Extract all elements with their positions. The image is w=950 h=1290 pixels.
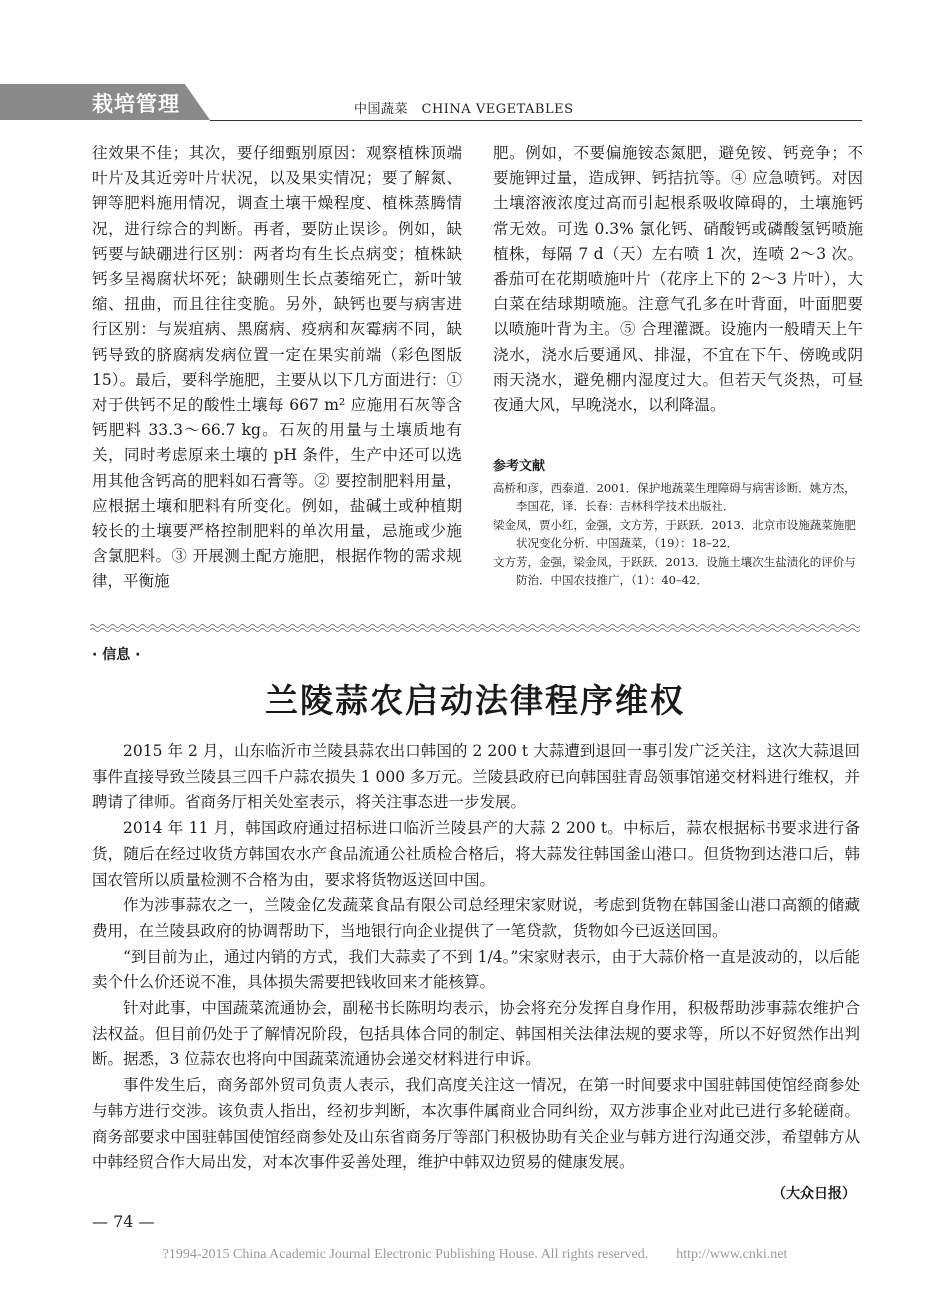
page-number: — 74 —: [92, 1212, 155, 1231]
article-left-text: 往效果不佳；其次，要仔细甄别原因：观察植株顶端叶片及其近旁叶片状况，以及果实情况；要了解氮、钾等肥料施用情况，调查土壤干燥程度、植株蒸腾情况，进行综合的判断。再者，要防止误诊。例如，缺钙要与缺硼进行区别：两者均有生长点病变；植株缺钙多呈褐腐状坏死；缺硼则生长点萎缩死亡，新叶皱缩、扭曲，而且往往变脆。另外，缺钙也要与病害进行区别：与炭疽病、黑腐病、疫病和灰霉病不同，缺钙导致的脐腐病发病位置一定在果实前端（彩色图版 15）。最后，要科学施肥，主要从以下几方面进行：① 对于供钙不足的酸性土壤每 667 m² 应施用石灰等含钙肥料 33.3～66.7 kg。石灰的用量与土壤质地有关，同时考虑原来土壤的 pH 条件，生产中还可以选用其他含钙高的肥料如石膏等。② 要控制肥料用量，应根据土壤和肥料有所变化。例如，盐碱土或种植期较长的土壤要严格控制肥料的单次用量，忌施或少施含氯肥料。③ 开展测土配方施肥，根据作物的需求规律，平衡施: [92, 144, 462, 591]
news-paragraph: 2015 年 2 月，山东临沂市兰陵县蒜农出口韩国的 2 200 t 大蒜遭到退回一事引发广泛关注，这次大蒜退回事件直接导致兰陵县三四千户蒜农损失 1 000 多万元。兰陵县政府已向韩国驻青岛领事馆递交材料进行维权，并聘请了律师。省商务厅相关处室表示，将关注事态进一步发展。: [92, 742, 860, 812]
section-label: 栽培管理: [92, 92, 180, 116]
news-paragraph: 针对此事，中国蔬菜流通协会，副秘书长陈明均表示，协会将充分发挥自身作用，积极帮助涉事蒜农维护合法权益。但目前仍处于了解情况阶段，包括具体合同的制定、韩国相关法律法规的要求等，所以不好贸然作出判断。据悉，3 位蒜农也将向中国蔬菜流通协会递交材料进行申诉。: [92, 999, 860, 1069]
news-body: [92, 739, 860, 1176]
references-title: 参考文献: [493, 459, 546, 474]
news-paragraph: 事件发生后，商务部外贸司负责人表示，我们高度关注这一情况，在第一时间要求中国驻韩国使馆经商参处与韩方进行交涉。该负责人指出，经初步判断，本次事件属商业合同纠纷，双方涉事企业对此已进行多轮磋商。商务部要求中国驻韩国使馆经商参处及山东省商务厅等部门积极协助有关企业与韩方进行沟通交涉，希望韩方从中韩经贸合作大局出发，对本次事件妥善处理，维护中韩双边贸易的健康发展。: [92, 1076, 860, 1172]
news-paragraph: “到目前为止，通过内销的方式，我们大蒜卖了不到 1/4。”宋家财表示，由于大蒜价格一直是波动的，以后能卖个什么价还说不准，具体损失需要把钱收回来才能核算。: [92, 947, 860, 992]
reference-item: 梁金凤，贾小红，金强，文方芳，于跃跃．2013．北京市设施蔬菜施肥状况变化分析．中国蔬菜，（19）：18–22．: [493, 517, 856, 551]
copyright-footer: ?1994-2015 China Academic Journal Electronic Publishing House. All rights reserved. http://www.cnki.net: [162, 1247, 788, 1262]
references-list: [493, 479, 863, 589]
info-tag: · 信息 ·: [92, 647, 141, 663]
news-paragraph: 2014 年 11 月，韩国政府通过招标进口临沂兰陵县产的大蒜 2 200 t。中标后，蒜农根据标书要求进行备货，随后在经过收货方韩国农水产食品流通公社质检合格后，将大蒜发往韩国釜山港口。但货物到达港口后，韩国农管所以质量检测不合格为由，要求将货物返送回中国。: [92, 819, 860, 889]
article-left-column: [92, 141, 462, 595]
news-source: （大众日报）: [772, 1186, 856, 1202]
news-paragraph: 作为涉事蒜农之一，兰陵金亿发蔬菜食品有限公司总经理宋家财说，考虑到货物在韩国釜山港口高额的储藏费用，在兰陵县政府的协调帮助下，当地银行向企业提供了一笔贷款，货物如今已返送回国。: [92, 896, 860, 940]
reference-item: 高桥和彦，西泰道．2001．保护地蔬菜生理障碍与病害诊断．姚方杰，李国花，译．长春：吉林科学技术出版社．: [493, 481, 856, 514]
header-rule: [210, 120, 862, 121]
reference-item: 文方芳，金强，梁金凤，于跃跃．2013．设施土壤次生盐渍化的评价与防治．中国农技推广，（1）：40–42．: [493, 554, 856, 588]
article-right-column: [493, 141, 863, 418]
journal-name: 中国蔬菜 CHINA VEGETABLES: [354, 102, 574, 117]
wavy-divider: [90, 623, 860, 633]
article-right-text: 肥。例如，不要偏施铵态氮肥，避免铵、钙竞争；不要施钾过量，造成钾、钙拮抗等。④ 应急喷钙。对因土壤溶液浓度过高而引起根系吸收障碍的，土壤施钙常无效。可选 0.3% 氯化钙、硝酸钙或磷酸氢钙喷施植株，每隔 7 d（天）左右喷 1 次，连喷 2～3 次。番茄可在花期喷施叶片（花序上下的 2～3 片叶），大白菜在结球期喷施。注意气孔多在叶背面，叶面肥要以喷施叶背为主。⑤ 合理灌溉。设施内一般晴天上午浇水，浇水后要通风、排湿，不宜在下午、傍晚或阴雨天浇水，避免棚内湿度过大。但若天气炎热，可昼夜通大风，早晚浇水，以利降温。: [493, 144, 863, 415]
news-title: 兰陵蒜农启动法律程序维权: [265, 681, 685, 720]
